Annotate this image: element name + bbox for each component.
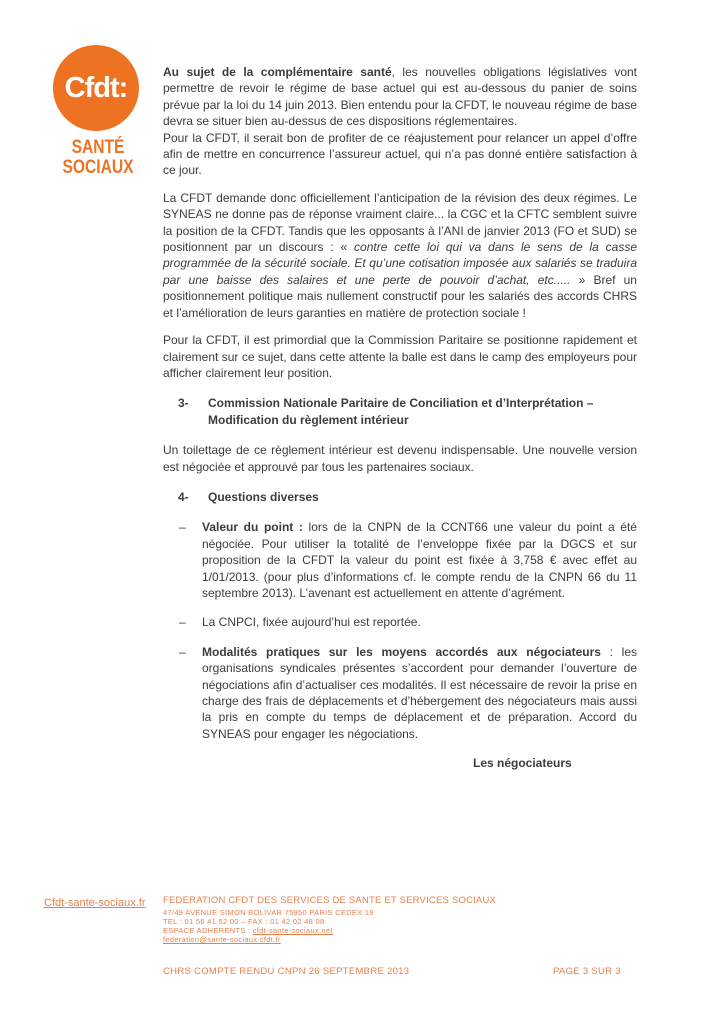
section-3-title: Commission Nationale Paritaire de Conciliation et d’Interprétation – Modification du règlement intérieur [208,396,594,427]
quote-after: » Bref un positionnement politique mais nullement constructif pour les salariés des accords CHRS et l’amélioration de leurs garanties en matière de protection sociale ! [163,272,637,320]
cfdt-logo-icon [53,45,139,131]
footer-federation-block [163,895,496,944]
signature-line: Les négociateurs [473,756,572,771]
paragraph-toilettage: Un toilettage de ce règlement intérieur est devenu indispensable. Une nouvelle version est négociée et approuvé par tous les partenaires sociaux. [163,443,637,474]
section-4-number: 4- [178,489,189,504]
list-item-cnpci [163,614,637,630]
footer-email-link[interactable]: federation@sante-sociaux.cfdt.fr [163,935,281,944]
paragraph-lead-bold: Au sujet de la complémentaire santé [163,65,392,79]
list-item-bold: Modalités pratiques sur les moyens accordés aux négociateurs [202,644,601,659]
list-item-body: : les organisations syndicales présentes s’accordent pour demander l’ouverture de négociations afin d’actualiser ces modalités. Il est nécessaire de revoir la prise en charge des frais de déplacements et d’hébergement des négociateurs mais aussi la pris en compte du temps de déplacement et de préparation. Accord du SYNEAS pour engager les négociations. [202,644,638,741]
bullet-dash: – [179,644,186,659]
quote-before: La CFDT demande donc officiellement l’anticipation de la révision des deux régimes. Le SYNEAS ne donne pas de réponse vraiment claire... la CGC et la CFTC semblent suivre la position de la CFDT. Tandis que les opposants à l’ANI de janvier 2013 (FO et SUD) se positionnent par un discours : « [163,190,637,255]
footer-site-link[interactable]: Cfdt-sante-sociaux.fr [44,897,146,909]
cfdt-logo-text: Cfdt: [64,71,128,104]
footer-espace-link[interactable]: cfdt-sante-sociaux.net [252,926,333,935]
cfdt-logo [53,45,143,178]
bullet-dash: – [179,520,186,535]
logo-subtitle-line1: SANTÉ [71,137,125,158]
section-heading-4 [163,489,637,505]
footer-tel-fax: TEL : 01 56 41 52 00 – FAX : 01 42 02 48 08 [163,917,325,926]
bullet-dash: – [179,615,186,630]
list-item-text [202,519,637,601]
list-item-body: lors de la CNPN de la CCNT66 une valeur du point a été négociée. Pour utiliser la totalité de l’enveloppe fixée par la DGCS et sur proposition de la CFDT la valeur du point est fixée à 3,758 € avec effet au 1/01/2013. (pour plus d’informations cf. le compte rendu de la CNPN 66 du 11 septembre 2013). L’avenant est actuellement en attente d’agrément. [202,520,637,600]
list-item-bold: Valeur du point : [202,520,303,535]
paragraph-revision-regimes [163,190,637,321]
paragraph-commission-paritaire: Pour la CFDT, il est primordial que la Commission Paritaire se positionne rapidement et clairement sur ce sujet, dans cette attente la balle est dans le camp des employeurs pour afficher clairement leur position. [163,333,637,380]
cfdt-logo-subtitle [61,138,135,178]
list-item-text [202,614,637,630]
paragraph-lead-rest: , les nouvelles obligations législatives vont permettre de revoir le régime de base actuel qui est au-dessous du panier de soins prévue par la loi du 14 juin 2013. Bien entendu pour la CFDT, le nouveau régime de base devra se situer bien au-dessus de ces dispositions réglementaires. [163,65,637,129]
list-item-body: La CNPCI, fixée aujourd’hui est reportée. [202,615,421,630]
document-reference: CHRS COMPTE RENDU CNPN 26 SEPTEMBRE 2013 [163,966,410,977]
section-heading-3 [163,395,637,428]
document-body [163,64,637,772]
list-item-modalites-pratiques [163,644,637,742]
quote-italic: contre cette loi qui va dans le sens de la casse programmée de la sécurité sociale. Et qu’une cotisation imposée aux salariés se traduira par une baisse des salaires et une perte de pouvoir d’achat, etc..... [163,240,637,287]
list-item-text [202,644,637,742]
footer-address: 47/49 AVENUE SIMON BOLIVAR 75950 PARIS CEDEX 19 [163,908,374,917]
logo-subtitle-line2: SOCIAUX [62,157,134,178]
footer-espace-label: ESPACE ADHERENTS : [163,926,253,935]
paragraph-complementaire-sante [163,64,637,130]
list-item-valeur-du-point [163,519,637,601]
paragraph-appel-offre: Pour la CFDT, il serait bon de profiter de ce réajustement pour relancer un appel d’offre afin de mettre en concurrence l’assureur actuel, qui n’a pas donné entière satisfaction à ce jour. [163,130,637,178]
footer-email-line [163,935,496,944]
footer-espace-adherents [163,926,496,935]
section-3-number: 3- [178,396,189,411]
section-4-title: Questions diverses [208,489,319,504]
page-indicator: PAGE 3 SUR 3 [553,966,621,977]
footer-org-name: FEDERATION CFDT DES SERVICES DE SANTE ET SERVICES SOCIAUX [163,895,497,906]
